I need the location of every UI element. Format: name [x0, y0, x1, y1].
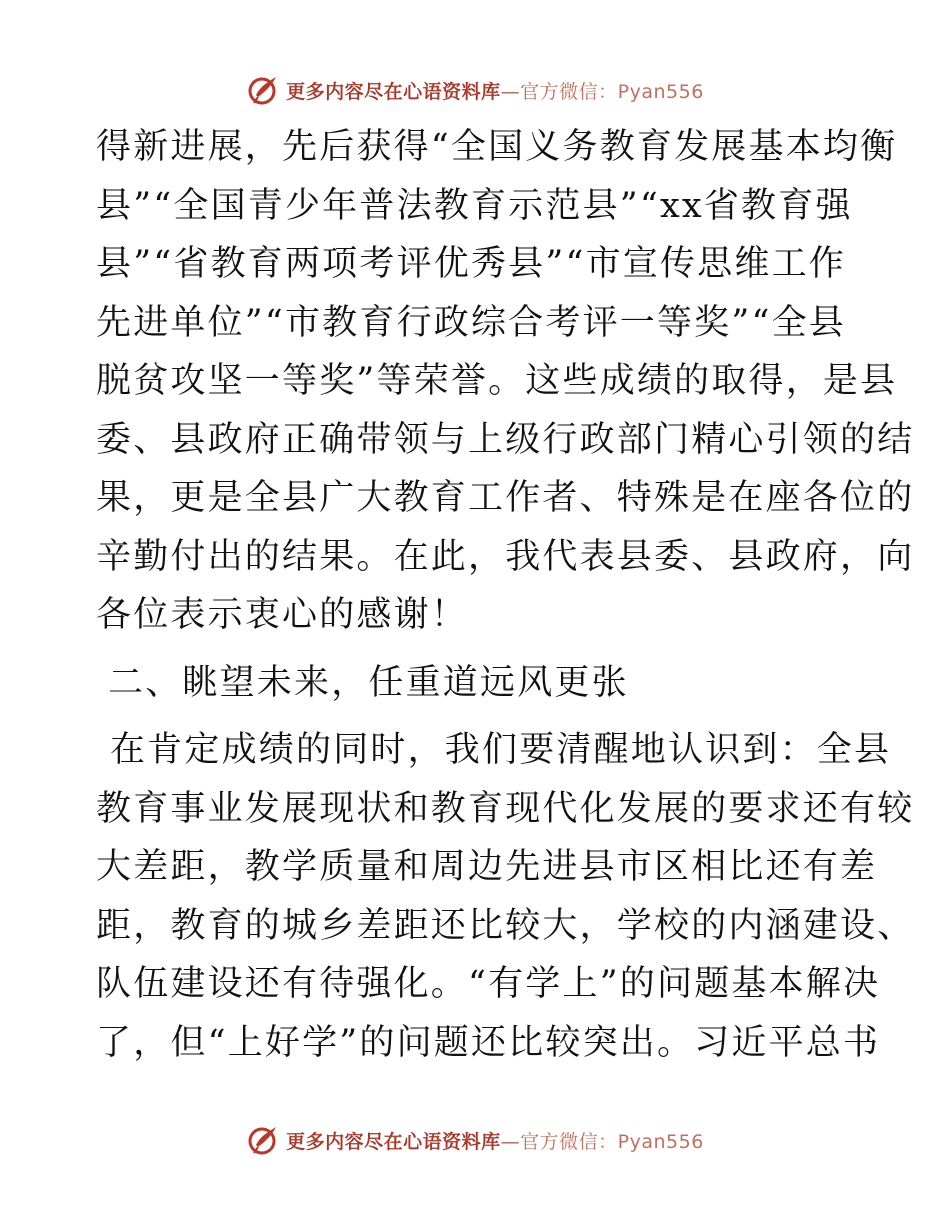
quill-logo-icon — [246, 73, 280, 107]
text-line: 县”“全国青少年普法教育示范县”“xx省教育强 — [96, 185, 853, 226]
text-line: 了，但“上好学”的问题还比较突出。习近平总书 — [96, 1022, 881, 1063]
footer-banner-text — [286, 1127, 704, 1154]
quill-logo-icon — [246, 1123, 280, 1157]
header-wechat-text: 官方微信：Pyan556 — [520, 80, 704, 103]
footer-wechat-text: 官方微信：Pyan556 — [520, 1130, 704, 1153]
header-banner — [0, 70, 950, 110]
text-line: 在肯定成绩的同时，我们要清醒地认识到：全县 — [110, 730, 892, 770]
footer-separator: — — [500, 1130, 521, 1153]
footer-banner — [0, 1120, 950, 1160]
text-line: 果，更是全县广大教育工作者、特殊是在座各位的 — [96, 478, 915, 518]
header-banner-text — [286, 77, 704, 104]
text-line: 大差距，教学质量和周边先进县市区相比还有差 — [96, 847, 878, 887]
document-body — [96, 118, 915, 1072]
text-line: 委、县政府正确带领与上级行政部门精心引领的结 — [96, 419, 915, 460]
paragraph-2 — [96, 721, 915, 1072]
text-line: 各位表示衷心的感谢！ — [96, 595, 469, 635]
text-line: 辛勤付出的结果。在此，我代表县委、县政府，向 — [96, 536, 915, 577]
header-brand-text: 更多内容尽在心语资料库 — [286, 80, 501, 103]
footer-brand-text: 更多内容尽在心语资料库 — [286, 1130, 501, 1153]
header-separator: — — [500, 80, 521, 103]
paragraph-1 — [96, 118, 915, 645]
text-line: 脱贫攻坚一等奖”等荣誉。这些成绩的取得，是县 — [96, 361, 898, 401]
text-line: 教育事业发展现状和教育现代化发展的要求还有较 — [96, 788, 915, 829]
text-line: 先进单位”“市教育行政综合考评一等奖”“全县 — [96, 302, 846, 343]
section-heading: 二、眺望未来，任重道远风更张 — [108, 662, 629, 703]
text-line: 队伍建设还有待强化。“有学上”的问题基本解决 — [96, 964, 881, 1004]
text-line: 距，教育的城乡差距还比较大，学校的内涵建设、 — [96, 905, 915, 946]
text-line: 得新进展，先后获得“全国义务教育发展基本均衡 — [96, 127, 898, 167]
text-line: 县”“省教育两项考评优秀县”“市宣传思维工作 — [96, 244, 846, 284]
